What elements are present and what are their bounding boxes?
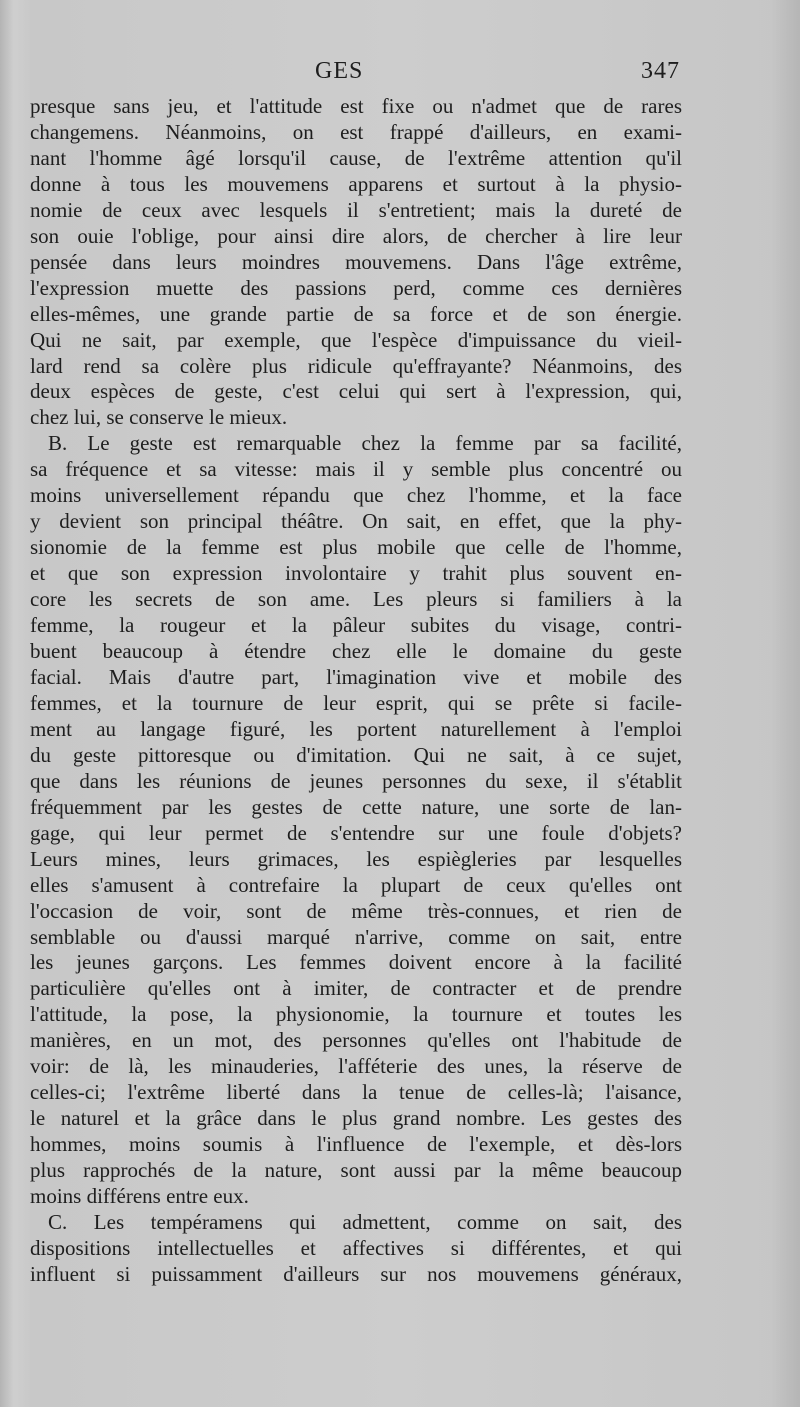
text-line: du geste pittoresque ou d'imitation. Qui ne sait, à ce sujet, [30, 742, 682, 767]
text-line: que dans les réunions de jeunes personnes du sexe, il s'établit [30, 768, 682, 793]
text-line: l'occasion de voir, sont de même très-connues, et rien de [30, 898, 682, 923]
text-line: ment au langage figuré, les portent naturellement à l'emploi [30, 716, 682, 741]
running-head: GES [315, 58, 364, 84]
text-line: les jeunes garçons. Les femmes doivent encore à la facilité [30, 950, 682, 975]
text-line: l'attitude, la pose, la physionomie, la tournure et toutes les [30, 1002, 682, 1027]
text-line: voir: de là, les minauderies, l'afféterie des unes, la réserve de [30, 1054, 682, 1079]
page-edge-shadow [770, 0, 800, 1407]
paragraph-start-line: C. Les tempéramens qui admettent, comme on sait, des [48, 1209, 682, 1234]
text-line: moins différens entre eux. [30, 1184, 249, 1209]
text-line: sa fréquence et sa vitesse: mais il y semble plus concentré ou [30, 457, 682, 482]
page-header [30, 58, 680, 94]
text-line: elles-mêmes, une grande partie de sa force et de son énergie. [30, 301, 682, 326]
text-line: facial. Mais d'autre part, l'imagination vive et mobile des [30, 664, 682, 689]
text-line: y devient son principal théâtre. On sait, en effet, que la phy- [30, 509, 682, 534]
text-line: et que son expression involontaire y trahit plus souvent en- [30, 561, 682, 586]
text-line: sionomie de la femme est plus mobile que celle de l'homme, [30, 535, 682, 560]
text-line: core les secrets de son ame. Les pleurs si familiers à la [30, 587, 682, 612]
text-line: dispositions intellectuelles et affectives si différentes, et qui [30, 1235, 682, 1260]
text-line: donne à tous les mouvemens apparens et surtout à la physio- [30, 171, 682, 196]
text-line: presque sans jeu, et l'attitude est fixe ou n'admet que de rares [30, 94, 682, 118]
text-line: femme, la rougeur et la pâleur subites du visage, contri- [30, 613, 682, 638]
text-line: influent si puissamment d'ailleurs sur nos mouvemens généraux, [30, 1261, 682, 1286]
text-line: semblable ou d'aussi marqué n'arrive, comme on sait, entre [30, 924, 682, 949]
text-line: chez lui, se conserve le mieux. [30, 405, 288, 430]
text-line: buent beaucoup à étendre chez elle le domaine du geste [30, 639, 682, 664]
text-line: moins universellement répandu que chez l'homme, et la face [30, 483, 682, 508]
text-line: fréquemment par les gestes de cette nature, une sorte de lan- [30, 794, 682, 819]
text-line: gage, qui leur permet de s'entendre sur une foule d'objets? [30, 820, 682, 845]
text-line: particulière qu'elles ont à imiter, de contracter et de prendre [30, 976, 682, 1001]
body-text [30, 94, 682, 1288]
text-line: nant l'homme âgé lorsqu'il cause, de l'extrême attention qu'il [30, 145, 682, 170]
text-line: Qui ne sait, par exemple, que l'espèce d'impuissance du vieil- [30, 327, 682, 352]
text-line: hommes, moins soumis à l'influence de l'exemple, et dès-lors [30, 1132, 682, 1157]
text-line: pensée dans leurs moindres mouvemens. Dans l'âge extrême, [30, 249, 682, 274]
page-number: 347 [641, 58, 680, 84]
page-gutter-shadow [0, 0, 14, 1407]
text-line: changemens. Néanmoins, on est frappé d'ailleurs, en exami- [30, 119, 682, 144]
text-line: Leurs mines, leurs grimaces, les espiègleries par lesquelles [30, 846, 682, 871]
text-line: son ouie l'oblige, pour ainsi dire alors, de chercher à lire leur [30, 223, 682, 248]
text-line: manières, en un mot, des personnes qu'elles ont l'habitude de [30, 1028, 682, 1053]
text-line: elles s'amusent à contrefaire la plupart de ceux qu'elles ont [30, 872, 682, 897]
text-line: celles-ci; l'extrême liberté dans la tenue de celles-là; l'aisance, [30, 1080, 682, 1105]
text-line: le naturel et la grâce dans le plus grand nombre. Les gestes des [30, 1106, 682, 1131]
text-line: lard rend sa colère plus ridicule qu'effrayante? Néanmoins, des [30, 353, 682, 378]
text-line: nomie de ceux avec lesquels il s'entretient; mais la dureté de [30, 197, 682, 222]
text-line: femmes, et la tournure de leur esprit, qui se prête si facile- [30, 690, 682, 715]
paragraph-start-line: B. Le geste est remarquable chez la femme par sa facilité, [48, 431, 682, 456]
text-line: deux espèces de geste, c'est celui qui sert à l'expression, qui, [30, 379, 682, 404]
text-line: plus rapprochés de la nature, sont aussi par la même beaucoup [30, 1158, 682, 1183]
text-line: l'expression muette des passions perd, comme ces dernières [30, 275, 682, 300]
